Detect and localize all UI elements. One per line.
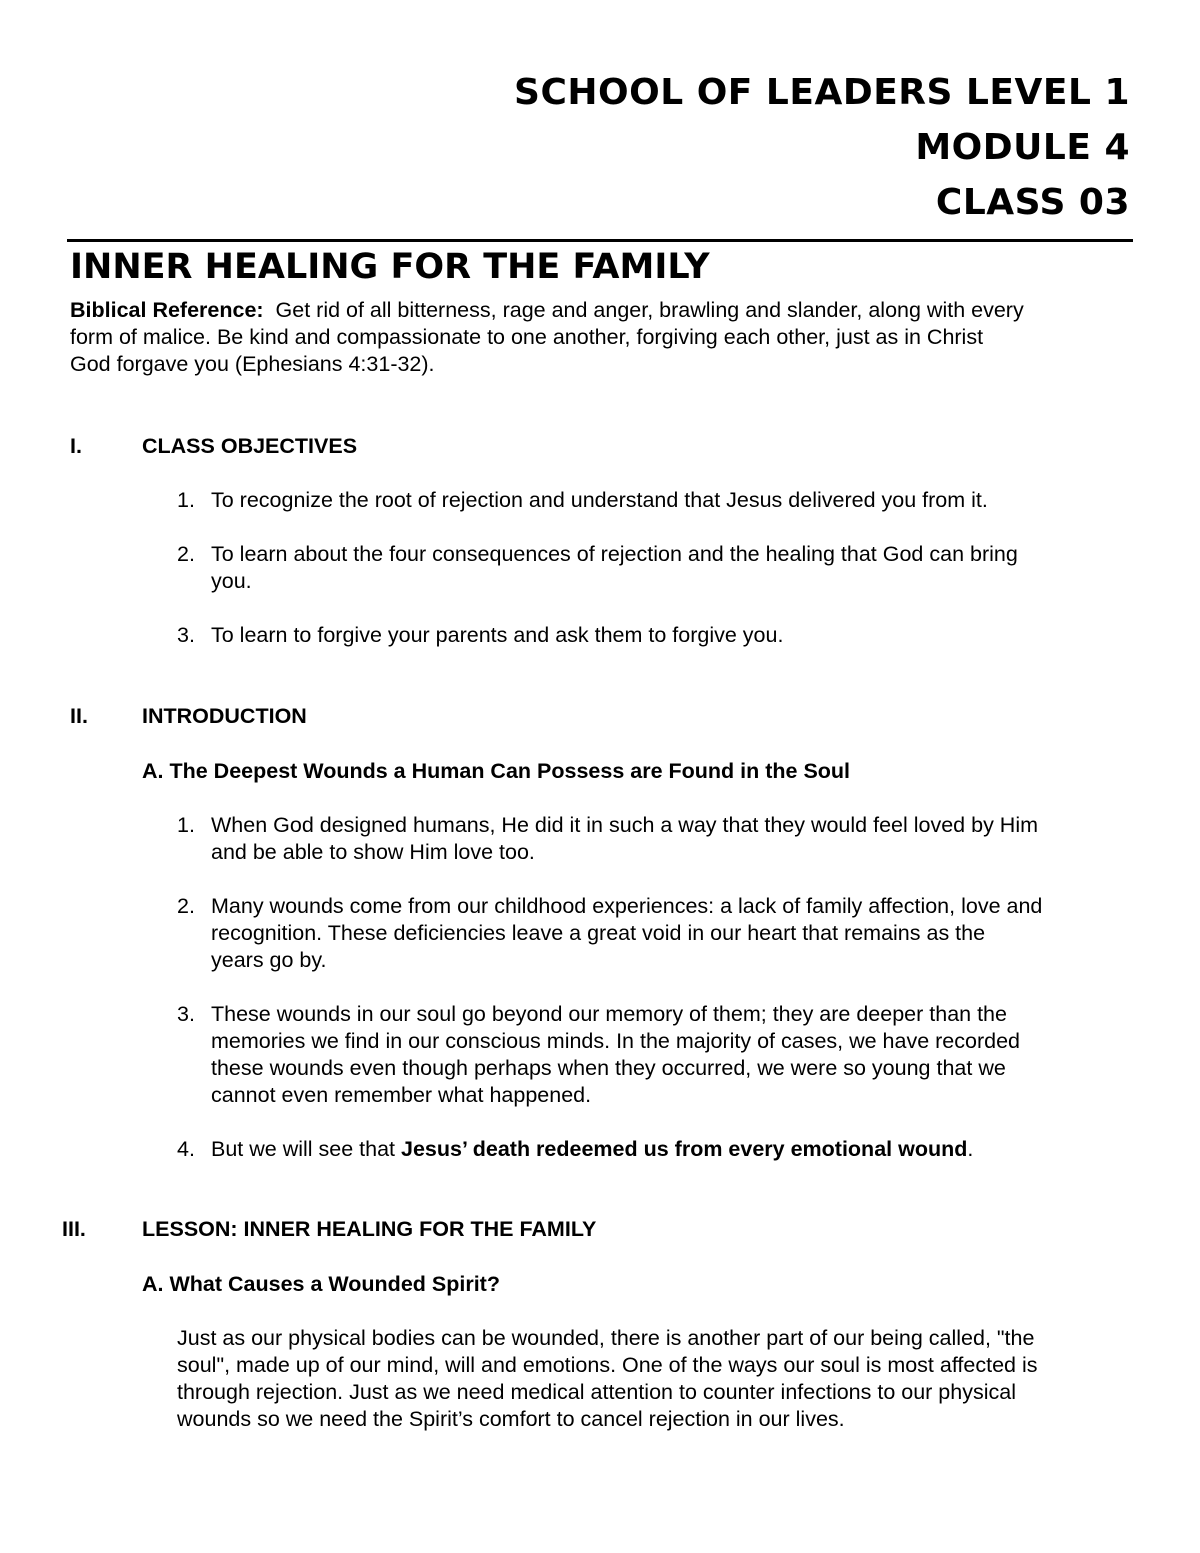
section-numeral-3: III. <box>62 1217 86 1241</box>
list-number: 3. <box>177 1002 195 1026</box>
list-text: memories we find in our conscious minds. In the majority of cases, we have recorded <box>211 1029 1021 1053</box>
subheading-deepest-wounds: A. The Deepest Wounds a Human Can Possess are Found in the Soul <box>142 759 851 783</box>
objective-number: 1. <box>177 488 195 512</box>
section-heading-introduction: INTRODUCTION <box>142 704 307 728</box>
reference-line-2: form of malice. Be kind and compassionate to one another, forgiving each other, just as in Christ <box>70 325 984 349</box>
reference-text: Get rid of all bitterness, rage and anger, brawling and slander, along with every <box>275 298 1024 322</box>
objective-number: 3. <box>177 623 195 647</box>
list-number: 4. <box>177 1137 195 1161</box>
objective-number: 2. <box>177 542 195 566</box>
header-module: MODULE 4 <box>915 127 1130 168</box>
list-text: When God designed humans, He did it in such a way that they would feel loved by Him <box>211 813 1039 837</box>
list-text: Many wounds come from our childhood experiences: a lack of family affection, love and <box>211 894 1043 918</box>
list-text-lead: But we will see that <box>211 1137 402 1161</box>
section-heading-lesson: LESSON: INNER HEALING FOR THE FAMILY <box>142 1217 597 1241</box>
section-heading-objectives: CLASS OBJECTIVES <box>142 434 358 458</box>
list-text: These wounds in our soul go beyond our memory of them; they are deeper than the <box>211 1002 1007 1026</box>
paragraph-line: Just as our physical bodies can be wounded, there is another part of our being called, "the <box>177 1326 1035 1350</box>
paragraph-line: through rejection. Just as we need medical attention to counter infections to our physical <box>177 1380 1016 1404</box>
list-text: cannot even remember what happened. <box>211 1083 592 1107</box>
list-text-emphasis <box>211 1136 973 1163</box>
list-text: years go by. <box>211 948 327 972</box>
objective-text: To learn about the four consequences of rejection and the healing that God can bring <box>211 542 1018 566</box>
title-divider <box>67 239 1133 242</box>
objective-text: To learn to forgive your parents and ask them to forgive you. <box>211 623 784 647</box>
list-text-end: . <box>967 1137 974 1161</box>
list-number: 2. <box>177 894 195 918</box>
list-text: and be able to show Him love too. <box>211 840 535 864</box>
section-numeral-1: I. <box>70 434 82 458</box>
objective-text: To recognize the root of rejection and understand that Jesus delivered you from it. <box>211 488 988 512</box>
page-title: INNER HEALING FOR THE FAMILY <box>70 247 710 287</box>
subheading-wounded-spirit: A. What Causes a Wounded Spirit? <box>142 1272 500 1296</box>
paragraph-line: soul", made up of our mind, will and emotions. One of the ways our soul is most affected is <box>177 1353 1038 1377</box>
reference-line-1 <box>70 297 1024 324</box>
header-class: CLASS 03 <box>935 182 1130 223</box>
section-numeral-2: II. <box>70 704 88 728</box>
list-text: these wounds even though perhaps when they occurred, we were so young that we <box>211 1056 1006 1080</box>
reference-line-3: God forgave you (Ephesians 4:31-32). <box>70 352 435 376</box>
paragraph-line: wounds so we need the Spirit’s comfort to cancel rejection in our lives. <box>177 1407 845 1431</box>
header-school-level: SCHOOL OF LEADERS LEVEL 1 <box>514 72 1130 113</box>
list-number: 1. <box>177 813 195 837</box>
emphasis-text: Jesus’ death redeemed us from every emotional wound <box>401 1137 968 1161</box>
reference-label: Biblical Reference: <box>70 298 264 322</box>
list-text: recognition. These deficiencies leave a great void in our heart that remains as the <box>211 921 986 945</box>
objective-text: you. <box>211 569 252 593</box>
